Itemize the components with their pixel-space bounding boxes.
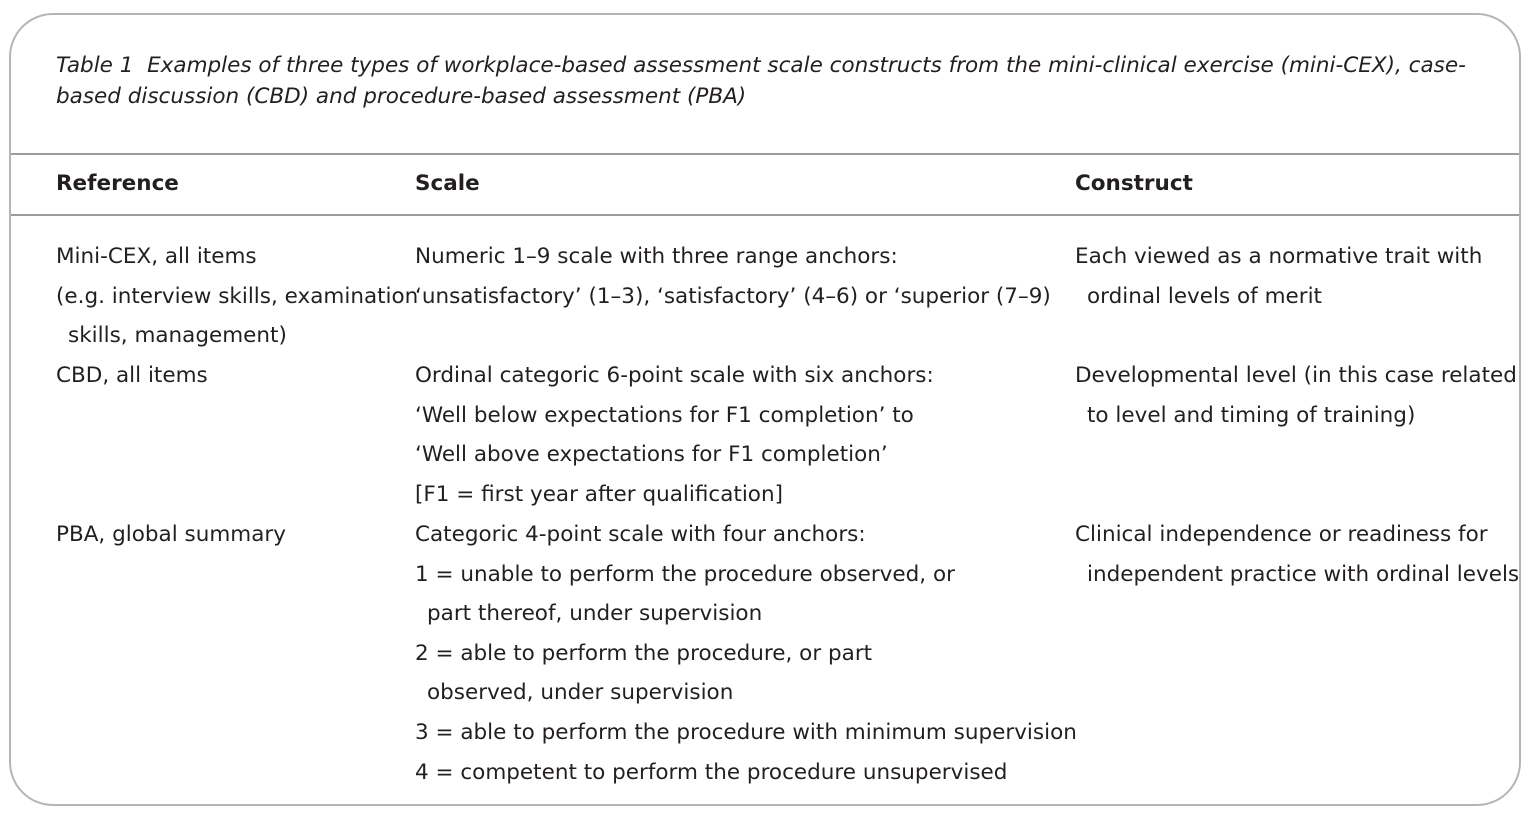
cell-line: [F1 = first year after qualification] xyxy=(415,481,783,507)
row-mini-cex-scale xyxy=(415,237,1051,316)
cell-line: part thereof, under supervision xyxy=(427,601,763,627)
header-scale: Scale xyxy=(415,171,480,196)
row-pba-construct xyxy=(1075,515,1519,594)
cell-line: ‘unsatisfactory’ (1–3), ‘satisfactory’ (4–6) or ‘superior (7–9) xyxy=(415,283,1051,309)
cell-line: PBA, global summary xyxy=(56,522,286,547)
cell-line: Clinical independence or readiness for xyxy=(1075,522,1488,547)
header-reference: Reference xyxy=(56,171,179,196)
cell-line: ‘Well below expectations for F1 completion’ to xyxy=(415,402,914,428)
row-mini-cex-construct xyxy=(1075,237,1482,316)
cell-line: 1 = unable to perform the procedure observed, or xyxy=(415,561,955,587)
caption-label: Table 1 xyxy=(56,53,134,78)
cell-line: 3 = able to perform the procedure with minimum supervision xyxy=(415,719,1077,745)
cell-line: ordinal levels of merit xyxy=(1087,283,1322,309)
caption-text: Examples of three types of workplace-based assessment scale constructs from the mini-clinical exercise (mini-CEX), case-based discussion (CBD) and procedure-based assessment (PBA) xyxy=(56,53,1466,109)
cell-line: independent practice with ordinal levels xyxy=(1087,561,1520,587)
cell-line: Mini-CEX, all items xyxy=(56,244,257,269)
cell-line: CBD, all items xyxy=(56,363,208,388)
row-mini-cex-reference xyxy=(56,237,418,356)
row-pba-reference xyxy=(56,515,286,555)
cell-line: (e.g. interview skills, examination xyxy=(56,283,419,309)
header-construct: Construct xyxy=(1075,171,1193,196)
row-cbd-construct xyxy=(1075,356,1517,435)
row-cbd-reference xyxy=(56,356,208,396)
table-caption xyxy=(56,50,1496,112)
cell-line: 2 = able to perform the procedure, or part xyxy=(415,640,873,666)
header-bottom-rule xyxy=(11,214,1519,216)
row-cbd-scale xyxy=(415,356,934,514)
cell-line: Each viewed as a normative trait with xyxy=(1075,244,1483,269)
cell-line: to level and timing of training) xyxy=(1087,402,1416,428)
header-top-rule xyxy=(11,153,1519,155)
cell-line: skills, management) xyxy=(68,323,287,349)
cell-line: 4 = competent to perform the procedure unsupervised xyxy=(415,759,1008,785)
cell-line: Categoric 4-point scale with four anchors: xyxy=(415,522,866,547)
cell-line: observed, under supervision xyxy=(427,680,734,706)
cell-line: Numeric 1–9 scale with three range anchors: xyxy=(415,244,898,269)
row-pba-scale xyxy=(415,515,1077,792)
cell-line: ‘Well above expectations for F1 completion’ xyxy=(415,442,888,468)
cell-line: Developmental level (in this case related xyxy=(1075,363,1517,388)
cell-line: Ordinal categoric 6-point scale with six anchors: xyxy=(415,363,934,388)
